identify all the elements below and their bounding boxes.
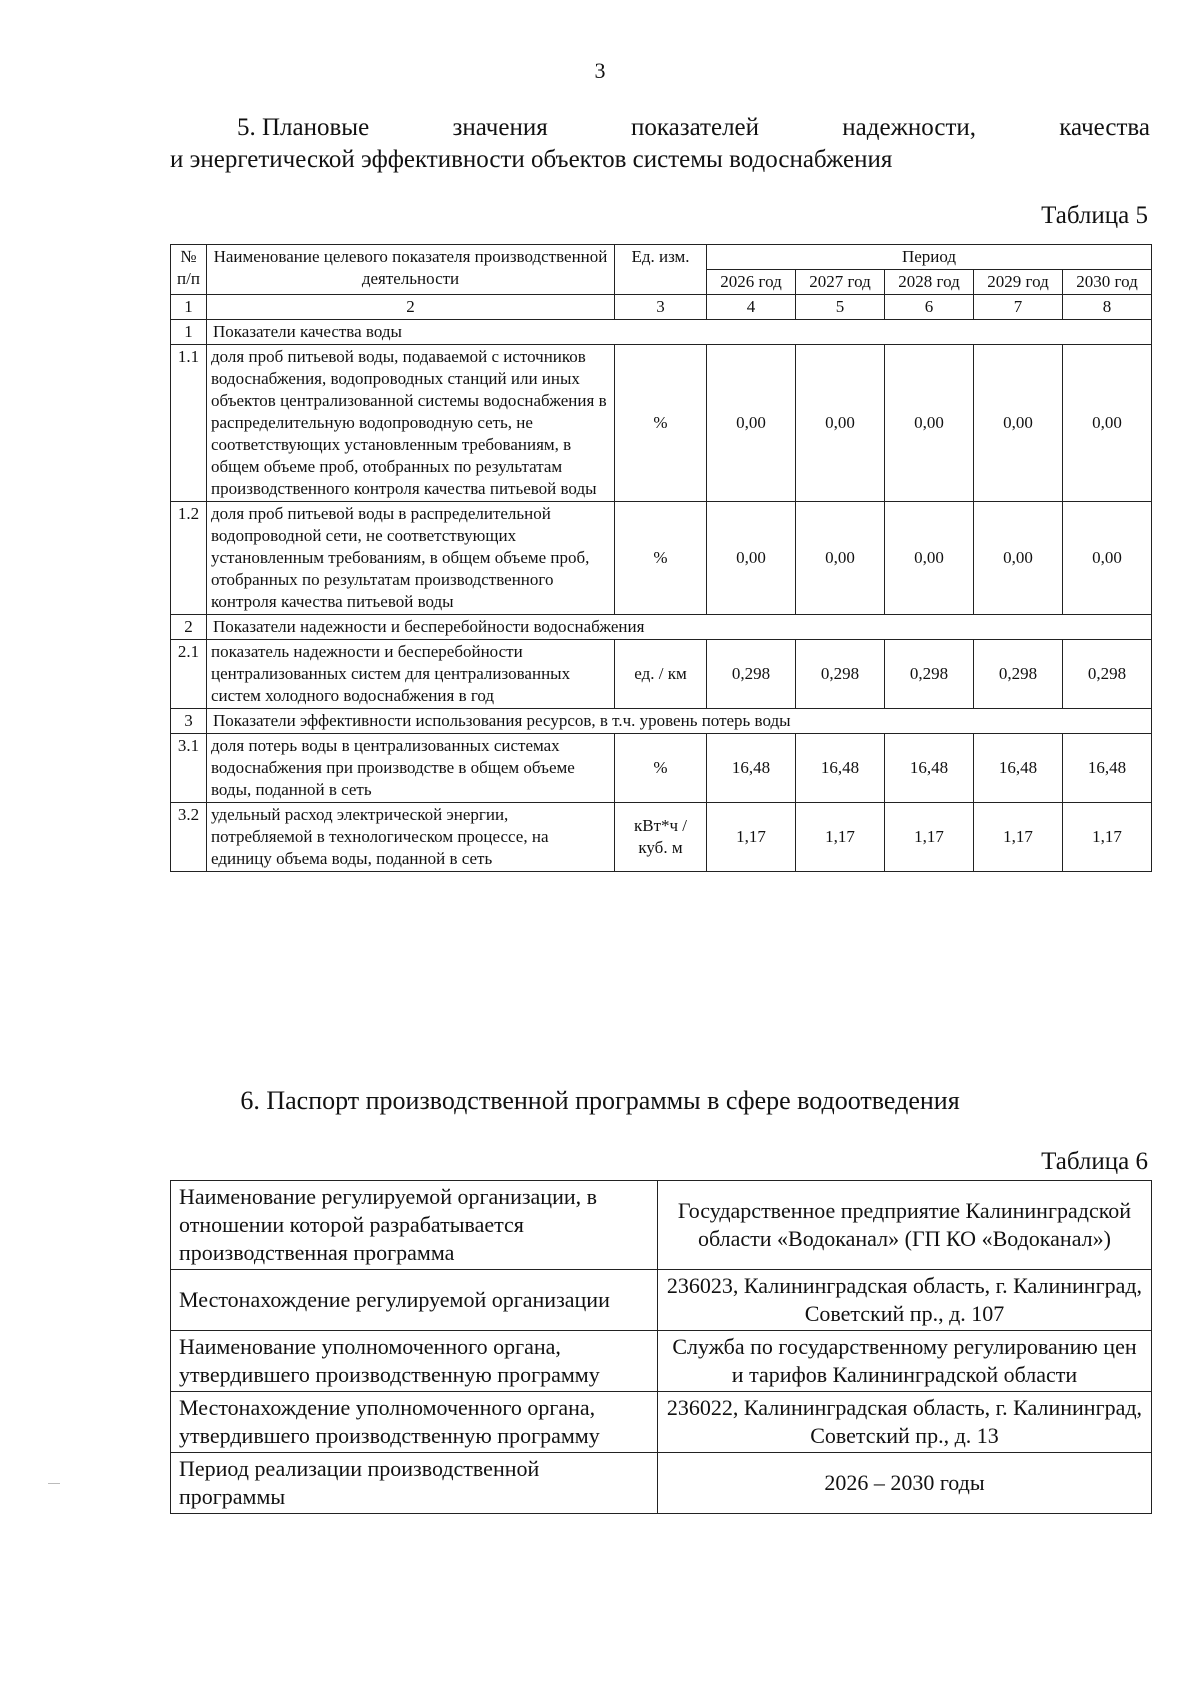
row-value: 1,17 [974,803,1063,872]
group-title: Показатели качества воды [207,320,1152,345]
row-value: 0,298 [1063,640,1152,709]
row-value: 0,00 [885,502,974,615]
row-name: доля проб питьевой воды, подаваемой с источников водоснабжения, водопроводных станций или иных объектов централизованной системы водоснабжения в распределительную водопроводную сеть, не соответствующих установленным требованиям, в общем объеме проб, отобранных по результатам производственного контроля качества питьевой воды [207,345,615,502]
row-name: удельный расход электрической энергии, потребляемой в технологическом процессе, на единицу объема воды, поданной в сеть [207,803,615,872]
group-row [171,709,1152,734]
title-word: 5. Плановые [237,114,370,141]
group-title: Показатели надежности и бесперебойности водоснабжения [207,615,1152,640]
row-value: 1,17 [707,803,796,872]
row-value: 0,298 [707,640,796,709]
header-period: Период [707,245,1152,270]
table-row [171,803,1152,872]
group-num: 2 [171,615,207,640]
row-unit: % [615,502,707,615]
row-num: 3.2 [171,803,207,872]
col-number: 4 [707,295,796,320]
row-value: 0,00 [796,502,885,615]
col-number: 1 [171,295,207,320]
page-number: 3 [594,58,606,83]
row-value: 0,00 [796,345,885,502]
col-number: 2 [207,295,615,320]
row-value: 0,00 [707,345,796,502]
row-value: 0,298 [974,640,1063,709]
scan-mark [48,1483,60,1484]
title-word: надежности, [842,114,976,141]
col-number: 3 [615,295,707,320]
column-numbers-row [171,295,1152,320]
table-row [171,1270,1152,1331]
header-year: 2028 год [885,270,974,295]
title-word: значения [452,114,548,141]
group-row [171,320,1152,345]
col-number: 5 [796,295,885,320]
row-value: 0,00 [974,502,1063,615]
section6-title: 6. Паспорт производственной программы в сфере водоотведения [240,1086,960,1115]
row-value: 16,48 [707,734,796,803]
row-value: 16,48 [796,734,885,803]
passport-label: Наименование уполномоченного органа, утвердившего производственную программу [171,1331,658,1392]
group-title: Показатели эффективности использования ресурсов, в т.ч. уровень потерь воды [207,709,1152,734]
table-row [171,734,1152,803]
row-name: доля проб питьевой воды в распределительной водопроводной сети, не соответствующих установленным требованиям, в общем объеме проб, отобранных по результатам производственного контроля качества питьевой воды [207,502,615,615]
title-word: качества [1059,114,1150,141]
section5-title-line1 [170,112,1150,144]
table-row [171,345,1152,502]
row-num: 2.1 [171,640,207,709]
table-row [171,1453,1152,1514]
row-value: 0,298 [796,640,885,709]
row-value: 0,00 [1063,502,1152,615]
header-year: 2026 год [707,270,796,295]
header-year: 2029 год [974,270,1063,295]
table-row [171,640,1152,709]
row-num: 1.1 [171,345,207,502]
row-value: 0,00 [974,345,1063,502]
table5-caption: Таблица 5 [1041,202,1148,229]
row-value: 16,48 [1063,734,1152,803]
passport-label: Период реализации производственной программы [171,1453,658,1514]
row-value: 1,17 [796,803,885,872]
row-num: 1.2 [171,502,207,615]
row-num: 3.1 [171,734,207,803]
group-num: 3 [171,709,207,734]
row-name: доля потерь воды в централизованных системах водоснабжения при производстве в общем объеме воды, поданной в сеть [207,734,615,803]
row-value: 1,17 [885,803,974,872]
row-unit: кВт*ч / куб. м [615,803,707,872]
header-unit: Ед. изм. [615,245,707,295]
row-value: 0,298 [885,640,974,709]
row-unit: % [615,734,707,803]
passport-value: 236022, Калининградская область, г. Калининград, Советский пр., д. 13 [658,1392,1152,1453]
header-year: 2027 год [796,270,885,295]
table5 [170,244,1152,872]
col-number: 7 [974,295,1063,320]
section5-title-line2: и энергетической эффективности объектов системы водоснабжения [170,146,893,173]
passport-value: Государственное предприятие Калининградской области «Водоканал» (ГП КО «Водоканал») [658,1181,1152,1270]
table-row [171,1181,1152,1270]
table6 [170,1180,1152,1514]
row-value: 16,48 [885,734,974,803]
group-num: 1 [171,320,207,345]
table-row [171,1331,1152,1392]
row-value: 0,00 [1063,345,1152,502]
col-number: 8 [1063,295,1152,320]
row-value: 16,48 [974,734,1063,803]
row-unit: ед. / км [615,640,707,709]
header-num: № п/п [171,245,207,295]
row-value: 0,00 [707,502,796,615]
row-name: показатель надежности и бесперебойности централизованных систем для централизованных систем холодного водоснабжения в год [207,640,615,709]
table6-caption: Таблица 6 [1041,1148,1148,1175]
table-row [171,502,1152,615]
passport-label: Наименование регулируемой организации, в отношении которой разрабатывается производственная программа [171,1181,658,1270]
title-word: показателей [630,114,760,141]
col-number: 6 [885,295,974,320]
header-name: Наименование целевого показателя производственной деятельности [207,245,615,295]
passport-value: Служба по государственному регулированию цен и тарифов Калининградской области [658,1331,1152,1392]
passport-label: Местонахождение уполномоченного органа, утвердившего производственную программу [171,1392,658,1453]
passport-value: 2026 – 2030 годы [658,1453,1152,1514]
table-row [171,1392,1152,1453]
row-unit: % [615,345,707,502]
group-row [171,615,1152,640]
section5-title [170,112,1150,176]
header-year: 2030 год [1063,270,1152,295]
row-value: 1,17 [1063,803,1152,872]
passport-label: Местонахождение регулируемой организации [171,1270,658,1331]
passport-value: 236023, Калининградская область, г. Калининград, Советский пр., д. 107 [658,1270,1152,1331]
row-value: 0,00 [885,345,974,502]
